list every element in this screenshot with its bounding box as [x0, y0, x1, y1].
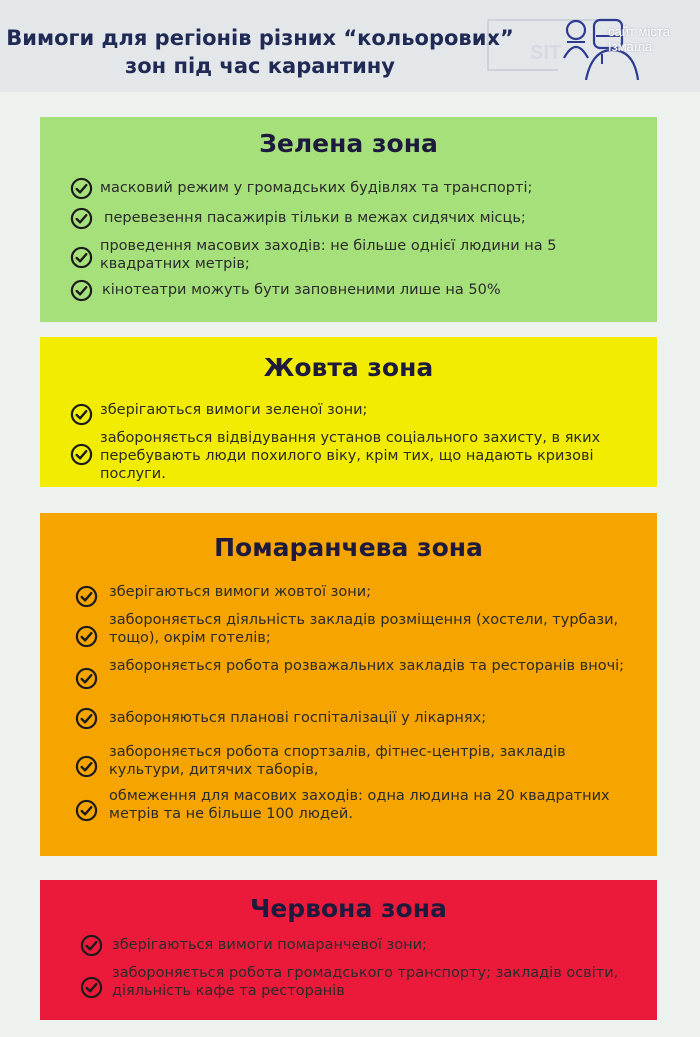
item-text: зберігаються вимоги помаранчевої зони; — [112, 937, 427, 953]
page-title — [0, 24, 520, 80]
check-circle-icon — [70, 207, 93, 230]
item-text: перевезення пасажирів тільки в межах сидячих місць; — [104, 210, 526, 226]
item-text: зберігаються вимоги жовтої зони; — [109, 584, 372, 600]
zone-title: Помаранчева зона — [214, 533, 483, 562]
item-text: зберігаються вимоги зеленої зони; — [100, 402, 368, 418]
zone-title: Червона зона — [250, 894, 447, 923]
check-circle-icon — [70, 177, 93, 200]
item-text: кінотеатри можуть бути заповненими лише на 50% — [102, 282, 501, 298]
item-text: обмеження для масових заходів: одна людина на 20 квадратних метрів та не більше 100 людей. — [109, 788, 610, 822]
item-text: забороняється відвідування установ соціального захисту, в яких перебувають люди похилого віку, крім тих, що надають кризові послуги. — [100, 430, 601, 482]
check-circle-icon — [70, 279, 93, 302]
check-circle-icon — [80, 976, 103, 999]
item-text: забороняється діяльність закладів розміщення (хостели, турбази, тощо), окрім готелів; — [109, 612, 619, 646]
check-circle-icon — [75, 707, 98, 730]
page-title-line-1: Вимоги для регіонів різних “кольорових” — [6, 26, 514, 50]
zone-yellow — [40, 337, 657, 487]
page-title-line-2: зон під час карантину — [125, 54, 395, 78]
zone-orange — [40, 513, 657, 856]
check-circle-icon — [80, 934, 103, 957]
check-circle-icon — [75, 585, 98, 608]
item-text: забороняється робота громадського транспорту; закладів освіти, діяльність кафе та ресторанів — [112, 965, 619, 999]
check-circle-icon — [70, 246, 93, 269]
zone-red — [40, 880, 657, 1020]
zone-title: Жовта зона — [263, 353, 434, 382]
item-text: проведення масових заходів: не більше однієї людини на 5 квадратних метрів; — [100, 238, 557, 272]
logo-text: SIT — [530, 42, 562, 64]
zone-title: Зелена зона — [259, 129, 438, 158]
header — [0, 0, 700, 92]
check-circle-icon — [70, 403, 93, 426]
item-text: забороняється робота спортзалів, фітнес-центрів, закладів культури, дитячих таборів, — [109, 744, 566, 778]
check-circle-icon — [75, 799, 98, 822]
check-circle-icon — [75, 667, 98, 690]
logo-caption-line-2: Ізмаїла — [608, 39, 653, 54]
check-circle-icon — [70, 443, 93, 466]
check-circle-icon — [75, 755, 98, 778]
check-circle-icon — [75, 625, 98, 648]
logo-caption — [608, 24, 700, 54]
item-text: забороняється робота розважальних закладів та ресторанів вночі; — [109, 658, 625, 674]
item-text: масковий режим у громадських будівлях та транспорті; — [100, 180, 533, 196]
zone-green — [40, 117, 657, 322]
logo-caption-line-1: сайт міста — [608, 24, 670, 39]
item-text: забороняються планові госпіталізації у лікарнях; — [109, 710, 487, 726]
